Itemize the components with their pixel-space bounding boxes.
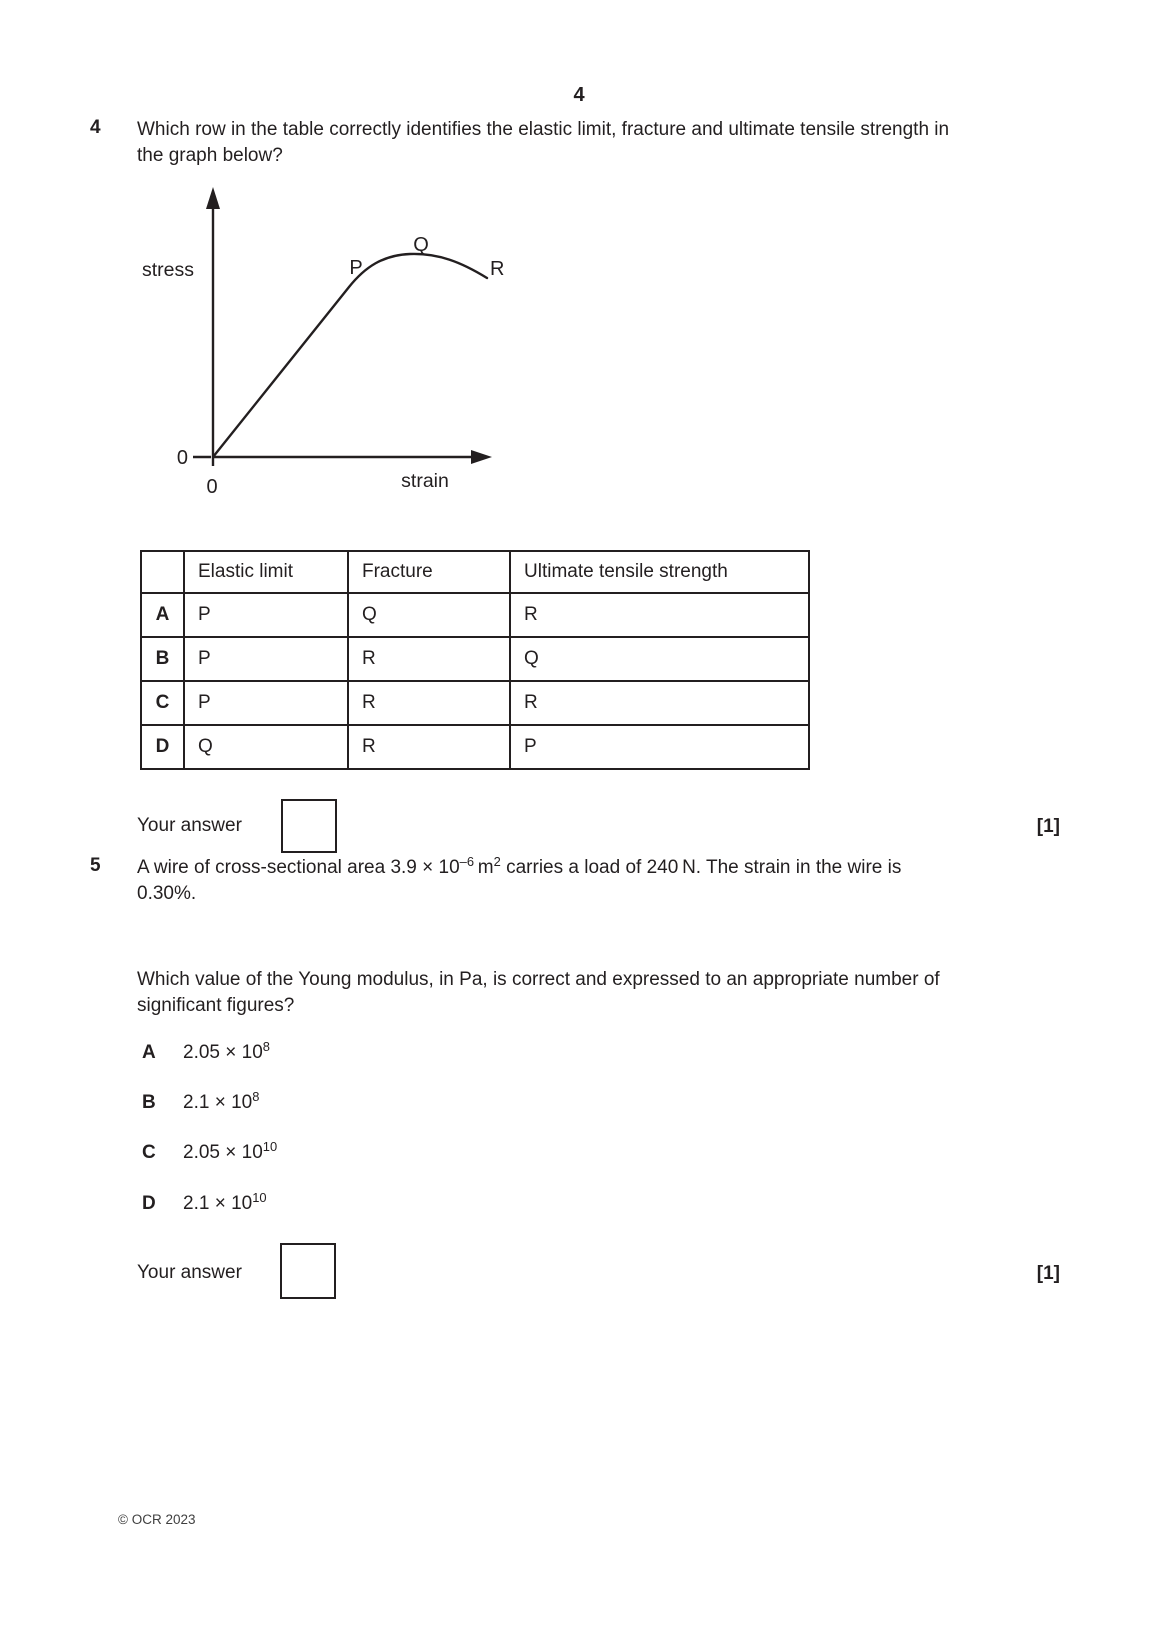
stress-strain-graph <box>120 182 515 502</box>
option-a <box>142 1039 270 1066</box>
option-base: 2.1 × 10 <box>183 1092 253 1113</box>
question-5-text <box>137 967 1057 1019</box>
stem-exponent2: 2 <box>493 854 501 870</box>
header-fracture: Fracture <box>348 551 510 593</box>
option-base: 2.1 × 10 <box>183 1193 253 1214</box>
point-r-label: R <box>490 258 505 280</box>
cell-fracture: R <box>348 637 510 681</box>
stem-part2: m <box>474 857 494 878</box>
question-4-text-line2: the graph below? <box>137 145 283 166</box>
question-4-text-line1: Which row in the table correctly identifies the elastic limit, fracture and ultimate tensile strength in <box>137 119 950 140</box>
table-row-c <box>141 681 809 725</box>
cell-fracture: Q <box>348 593 510 637</box>
table-row-b <box>141 637 809 681</box>
option-letter: A <box>142 1042 156 1063</box>
cell-elastic-limit: Q <box>184 725 348 769</box>
option-exponent: 8 <box>262 1039 270 1055</box>
y-axis-label: stress <box>142 259 195 281</box>
option-letter: B <box>142 1092 156 1113</box>
q5-marks: [1] <box>1036 1263 1060 1284</box>
option-value <box>183 1089 260 1113</box>
row-letter: D <box>141 725 184 769</box>
stem-part3: carries a load of 240 N. The strain in the wire is <box>500 857 902 878</box>
table-row-a <box>141 593 809 637</box>
question-4-number: 4 <box>90 117 101 138</box>
option-value <box>183 1139 278 1163</box>
option-base: 2.05 × 10 <box>183 1142 263 1163</box>
q4-marks: [1] <box>1036 816 1060 837</box>
option-letter: C <box>142 1142 156 1163</box>
question-5-text-line2: significant figures? <box>137 995 295 1016</box>
question-5-stem <box>137 855 1057 907</box>
cell-fracture: R <box>348 725 510 769</box>
option-d <box>142 1190 267 1217</box>
cell-uts: P <box>510 725 809 769</box>
question-4-text <box>137 117 1057 169</box>
option-exponent: 8 <box>252 1089 260 1105</box>
q5-answer-box[interactable] <box>280 1243 336 1299</box>
cell-uts: R <box>510 681 809 725</box>
x-origin-label: 0 <box>206 476 218 498</box>
header-empty-cell <box>141 551 184 593</box>
header-uts: Ultimate tensile strength <box>510 551 809 593</box>
question-5-text-line1: Which value of the Young modulus, in Pa, is correct and expressed to an appropriate number of <box>137 969 940 990</box>
cell-elastic-limit: P <box>184 637 348 681</box>
row-letter: C <box>141 681 184 725</box>
stem-part1: A wire of cross-sectional area 3.9 × 10 <box>137 857 460 878</box>
q5-answer-label: Your answer <box>137 1262 242 1283</box>
cell-uts: R <box>510 593 809 637</box>
cell-uts: Q <box>510 637 809 681</box>
q4-answer-box[interactable] <box>281 799 337 853</box>
header-elastic-limit: Elastic limit <box>184 551 348 593</box>
cell-elastic-limit: P <box>184 593 348 637</box>
option-value <box>183 1039 270 1063</box>
table-header-row <box>141 551 809 593</box>
option-b <box>142 1089 260 1116</box>
x-axis-arrow-icon <box>471 450 492 464</box>
stem-line2: 0.30%. <box>137 883 197 904</box>
cell-fracture: R <box>348 681 510 725</box>
cell-elastic-limit: P <box>184 681 348 725</box>
option-base: 2.05 × 10 <box>183 1042 263 1063</box>
copyright-footer: © OCR 2023 <box>118 1512 196 1527</box>
page-number: 4 <box>573 84 585 106</box>
option-exponent: 10 <box>252 1190 267 1206</box>
question-5-number: 5 <box>90 855 101 876</box>
option-c <box>142 1139 278 1166</box>
x-axis-label: strain <box>401 470 449 492</box>
y-origin-label: 0 <box>176 447 188 469</box>
row-letter: B <box>141 637 184 681</box>
point-q-label: Q <box>413 234 429 256</box>
q4-options-table <box>140 550 810 770</box>
stem-exponent: –6 <box>459 854 474 870</box>
row-letter: A <box>141 593 184 637</box>
q4-answer-label: Your answer <box>137 815 242 836</box>
table-row-d <box>141 725 809 769</box>
y-axis-arrow-icon <box>206 187 220 209</box>
option-letter: D <box>142 1193 156 1214</box>
point-p-label: P <box>349 257 363 279</box>
option-exponent: 10 <box>262 1139 278 1155</box>
option-value <box>183 1190 267 1214</box>
stress-strain-curve <box>213 254 487 457</box>
